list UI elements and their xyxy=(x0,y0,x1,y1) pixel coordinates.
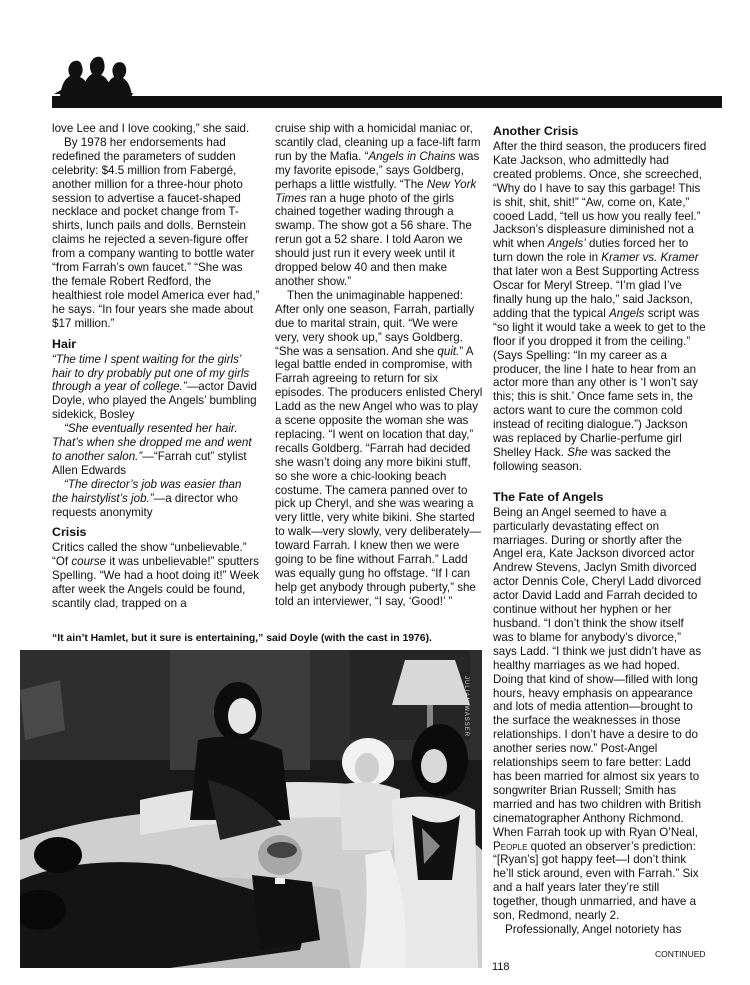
emphasis: Angels in Chains xyxy=(368,149,456,163)
text-run: it was unbelievable!” sputters Spelling. “We had a hoot doing it!” Week after week the Angels could be found, scantily clad, trapped on a xyxy=(52,555,260,611)
paragraph xyxy=(52,541,260,611)
text-run: Critics called the show “unbelievable.” “Of xyxy=(52,541,247,569)
page-number: 118 xyxy=(492,961,510,973)
text-run: quoted an observer’s prediction: “[Ryan’s] got happy feet—I don’t think he’ll stick around, even with Farrah.” Six and a half years later they’re still together, though unmarried, and have a son, Redmond, nearly 2. xyxy=(493,839,699,923)
emphasis: course xyxy=(71,555,107,569)
quote-text: “The time I spent waiting for the girls’ hair to dry probably put one of my girls through a year of college.” xyxy=(52,352,250,394)
photo-caption: “It ain’t Hamlet, but it sure is entertaining,” said Doyle (with the cast in 1976). xyxy=(52,633,432,644)
section-heading-hair: Hair xyxy=(52,336,77,351)
paragraph xyxy=(275,289,483,609)
text-run: duties forced her to turn down the role in xyxy=(493,237,689,265)
quote-text: “She eventually resented her hair. That’s when she dropped me and went to another salon.” xyxy=(52,422,252,463)
text-run: After the third season, the producers fired Kate Jackson, who admittedly had created problems. Once, she screeched, “Why do I have to say this garbage! This is shit, shit, shit!” “Aw, come on, Kate,” cooed Ladd, “tell us how you really feel.” Jackson’s displeasure diminished not a whit when xyxy=(493,140,707,251)
emphasis: Kramer vs. Kramer xyxy=(601,251,699,265)
text-run: ” A legal battle ended in compromise, with Farrah agreeing to return for six episodes. The producers enlisted Cheryl Ladd as the new Angel who was to play a scene opposite the woman she was replacing. “I went on location that day,” recalls Goldberg. “Farrah had decided she wasn’t doing any more bikini stuff, so she wore a chic-looking beach costume. The camera panned over to pick up Cheryl, and she was wearing a very little, very white bikini. She started to walk—very slowly, very deliberately—toward Farrah. I knew then we were going to be fine without Farrah.” Ladd was equally gung ho offstage. “If I can help get anybody through puberty,” she told an interviewer, “I say, ‘Good!’ ” xyxy=(275,344,483,608)
hair-quote xyxy=(52,478,260,520)
quote-attribution: —a director who requests anonymity xyxy=(52,491,239,519)
header-rule xyxy=(52,96,722,108)
quote-text: “The director’s job was easier than the hairstylist’s job.” xyxy=(52,477,242,505)
hair-quote xyxy=(52,422,260,478)
text-run: was my favorite episode,” says Goldberg, perhaps a little wistfully. “The xyxy=(275,149,480,191)
quote-attribution: —actor David Doyle, who played the Angels’ bumbling sidekick, Bosley xyxy=(52,380,257,422)
paragraph: Professionally, Angel notoriety has xyxy=(505,922,682,936)
emphasis: Angels xyxy=(609,306,645,320)
emphasis: She xyxy=(567,445,588,459)
text-run: script was “so light it would take a week to get to the floor if you dropped it from the ceiling.” (Says Spelling: “In my career as a producer, the line I hate to hear from an actor more than any other is ‘I won’t say this; this is shit.’ Once fame sets in, the actors want to cure the common cold instead of reciting dialogue.”) Jackson was replaced by Charlie-perfume girl Shelley Hack. xyxy=(493,306,706,459)
paragraph xyxy=(275,122,483,289)
emphasis: New York Times xyxy=(275,177,477,205)
continued-label: CONTINUED xyxy=(655,949,706,959)
hair-quote xyxy=(52,353,260,423)
section-heading-crisis: Crisis xyxy=(52,525,87,540)
column-1 xyxy=(52,122,260,611)
text-run: Being an Angel seemed to have a particularly devastating effect on marriages. During or shortly after the Angel era, Kate Jackson divorced actor Andrew Stevens, Jaclyn Smith divorced actor Dennis Cole, Cheryl Ladd divorced actor David Ladd and Farrah decided to continue without her hyphen or her husband. “I don’t think the show itself was to blame for anybody’s divorce,” says Ladd. “I think we just didn’t have as healthy marriages as we had hoped. Doing that kind of show—filled with long hours, heavy emphasis on appearance and lots of media attention—brought to the surface the weaknesses in those relationships. I don’t have a desire to do another series now.” Post-Angel relationships seem to fare better: Ladd has been married for almost six years to songwriter Brian Russell; Smith has married and has two children with British cinematographer Anthony Richmond. When Farrah took up with Ryan O’Neal, xyxy=(493,505,702,839)
magazine-name: People xyxy=(493,839,528,853)
paragraph: love Lee and I love cooking,” she said. xyxy=(52,122,250,135)
text-run: ran a huge photo of the girls chained together wading through a swamp. The show got a 56 share. The rerun got a 52 share. I told Aaron we should just run it every week until it dropped below 40 and then make another show.” xyxy=(275,191,472,288)
emphasis: quit. xyxy=(437,344,460,358)
paragraph xyxy=(493,506,707,923)
paragraph xyxy=(493,140,707,474)
photo-credit: JULIAN WASSER xyxy=(463,676,469,738)
text-run: Then the unimaginable happened: After only one season, Farrah, partially due to marital strain, quit. “We were very, very shook up,” says Goldberg. “She was a sensation. And she xyxy=(275,288,475,358)
text-run: that later won a Best Supporting Actress Oscar for Meryl Streep. “I’m glad I’ve finally hung up the halo,” said Jackson, adding that the typical xyxy=(493,265,700,320)
text-run: was sacked the following season. xyxy=(493,445,671,473)
quote-attribution: —“Farrah cut” stylist Allen Edwards xyxy=(52,449,247,477)
emphasis: Angels’ xyxy=(547,237,586,251)
text-run: cruise ship with a homicidal maniac or, scantily clad, cleaning up a face-lift farm run by the Mafia. “ xyxy=(275,122,481,163)
section-heading-another-crisis: Another Crisis xyxy=(493,124,579,138)
column-3 xyxy=(493,124,707,937)
cast-photo xyxy=(20,650,482,968)
paragraph: By 1978 her endorsements had redefined the parameters of sudden celebrity: $4.5 million from Fabergé, another million for a three-hour photo session to advertise a faucet-shaped necklace and pocket change from T-shirts, lunch pails and dolls. Bernstein claims he rejected a seven-figure offer from a company wanting to bottle water “from Farrah’s own faucet.” “She was the female Robert Redford, the healthiest role model America ever had,” he says. “In four years she made about $17 million.” xyxy=(52,135,260,330)
column-2 xyxy=(275,122,483,609)
section-heading-fate-of-angels: The Fate of Angels xyxy=(493,489,604,504)
